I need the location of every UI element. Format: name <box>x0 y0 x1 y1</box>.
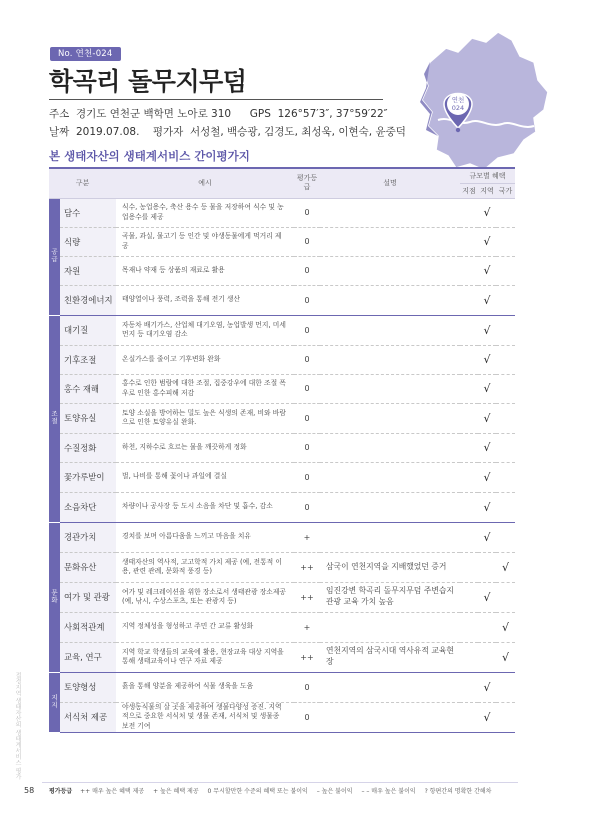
evaluation-table <box>49 167 515 733</box>
address-line <box>49 106 388 121</box>
check-national <box>496 285 515 315</box>
check-local <box>460 642 478 672</box>
table-row <box>49 285 515 315</box>
check-national <box>496 374 515 403</box>
service-name: 토양유실 <box>60 403 116 433</box>
check-national: √ <box>496 642 515 672</box>
service-description <box>320 702 460 732</box>
header-national: 국가 <box>496 183 515 198</box>
check-national <box>496 462 515 492</box>
service-description <box>320 522 460 552</box>
table-row <box>49 552 515 582</box>
header-regional: 지역 <box>478 183 496 198</box>
date-value: 2019.07.08. <box>75 126 140 138</box>
check-regional: √ <box>478 256 496 285</box>
check-national <box>496 403 515 433</box>
category-group-text: 지지 <box>50 693 58 709</box>
check-local <box>460 462 478 492</box>
service-description <box>320 612 460 642</box>
check-regional: √ <box>478 522 496 552</box>
service-description <box>320 256 460 285</box>
footer-divider <box>42 782 518 783</box>
service-description <box>320 315 460 345</box>
service-name: 홍수 재해 <box>60 374 116 403</box>
service-description <box>320 672 460 702</box>
check-national <box>496 256 515 285</box>
check-regional: √ <box>478 227 496 256</box>
table-row <box>49 702 515 732</box>
check-regional: √ <box>478 198 496 227</box>
table-row <box>49 642 515 672</box>
service-example: 자동차 배기가스, 산업체 대기오염, 농업발생 먼지, 미세먼지 등 대기오염 감소 <box>116 315 294 345</box>
service-example: 차량이나 공사장 등 도시 소음을 차단 및 흡수, 감소 <box>116 492 294 522</box>
grade-value: 0 <box>294 198 320 227</box>
site-number-badge: No. 연천-024 <box>50 47 121 61</box>
title-divider <box>49 99 383 100</box>
check-local <box>460 433 478 462</box>
service-description: 삼국이 연천지역을 지배했었던 증거 <box>320 552 460 582</box>
grade-value: 0 <box>294 433 320 462</box>
check-national <box>496 582 515 612</box>
check-regional: √ <box>478 374 496 403</box>
check-national <box>496 345 515 374</box>
address-label: 주소 <box>49 108 70 120</box>
table-row <box>49 522 515 552</box>
service-name: 담수 <box>60 198 116 227</box>
check-national <box>496 522 515 552</box>
check-regional: √ <box>478 492 496 522</box>
check-local <box>460 672 478 702</box>
check-national <box>496 433 515 462</box>
grade-value: 0 <box>294 227 320 256</box>
evaluators-label: 평가자 <box>152 126 184 138</box>
service-example: 하천, 지하수로 흐르는 물을 깨끗하게 정화 <box>116 433 294 462</box>
date-label: 날짜 <box>49 126 70 138</box>
check-regional: √ <box>478 433 496 462</box>
table-row <box>49 582 515 612</box>
table-row <box>49 492 515 522</box>
check-local <box>460 374 478 403</box>
service-description <box>320 374 460 403</box>
check-local <box>460 256 478 285</box>
check-regional <box>478 552 496 582</box>
service-name: 소음차단 <box>60 492 116 522</box>
service-name: 친환경에너지 <box>60 285 116 315</box>
header-example: 예시 <box>116 168 294 198</box>
legend-label: 평가등급 <box>49 788 73 795</box>
grade-legend <box>49 786 498 795</box>
service-name: 기후조절 <box>60 345 116 374</box>
grade-value: 0 <box>294 462 320 492</box>
table-row <box>49 403 515 433</box>
grade-value: 0 <box>294 256 320 285</box>
check-national: √ <box>496 612 515 642</box>
category-group-label <box>49 672 60 732</box>
service-description <box>320 403 460 433</box>
marker-label-bottom: 024 <box>451 104 465 112</box>
service-name: 서식처 제공 <box>60 702 116 732</box>
legend-item: – 높은 불이익 <box>316 788 353 795</box>
check-local <box>460 552 478 582</box>
category-group-text: 조절 <box>50 410 58 425</box>
check-local <box>460 492 478 522</box>
table-row <box>49 198 515 227</box>
service-example: 야생동식물의 살 곳을 제공하여 생물다양성 증진. 지역적으로 중요한 서식처 및 생물 존재, 서식처 및 생물종 보전 기여 <box>116 702 294 732</box>
location-map <box>398 18 558 178</box>
check-local <box>460 522 478 552</box>
grade-value: 0 <box>294 403 320 433</box>
grade-value: ++ <box>294 552 320 582</box>
service-description <box>320 285 460 315</box>
check-local <box>460 403 478 433</box>
service-example: 벌, 나비를 통해 꽃이나 과일에 결실 <box>116 462 294 492</box>
legend-item: – – 매우 높은 불이익 <box>361 788 416 795</box>
table-row <box>49 462 515 492</box>
service-name: 문화유산 <box>60 552 116 582</box>
service-example: 목재나 약재 등 상품의 재료로 활용 <box>116 256 294 285</box>
service-description <box>320 462 460 492</box>
marker-label-top: 연천 <box>451 96 465 104</box>
grade-value: 0 <box>294 492 320 522</box>
legend-item: 0 무시할만한 수준의 혜택 또는 불이익 <box>207 788 308 795</box>
table-row <box>49 672 515 702</box>
check-national <box>496 672 515 702</box>
header-grade: 평가등급 <box>294 168 320 198</box>
check-local <box>460 227 478 256</box>
gps-label: GPS <box>249 108 271 120</box>
header-local: 지점 <box>460 183 478 198</box>
service-name: 자원 <box>60 256 116 285</box>
header-scale: 규모별 혜택 <box>460 168 515 183</box>
header-description: 설명 <box>320 168 460 198</box>
service-name: 식량 <box>60 227 116 256</box>
check-regional: √ <box>478 345 496 374</box>
table-row <box>49 345 515 374</box>
header-category: 구분 <box>49 168 116 198</box>
service-example: 지역 정체성을 형성하고 주민 간 교류 활성화 <box>116 612 294 642</box>
check-national <box>496 492 515 522</box>
service-name: 대기질 <box>60 315 116 345</box>
service-description <box>320 345 460 374</box>
service-example: 흙을 통해 양분을 제공하여 식물 생육을 도움 <box>116 672 294 702</box>
check-regional: √ <box>478 285 496 315</box>
table-row <box>49 374 515 403</box>
category-group-text: 문화 <box>50 588 58 604</box>
check-regional: √ <box>478 315 496 345</box>
date-line <box>49 124 406 139</box>
region-shape <box>422 32 548 170</box>
service-description <box>320 492 460 522</box>
check-local <box>460 702 478 732</box>
check-regional <box>478 642 496 672</box>
check-national <box>496 198 515 227</box>
service-example: 여가 및 레크레이션을 위한 장소로서 생태관광 장소제공 (예, 낚시, 수상스포츠, 또는 관광지 등) <box>116 582 294 612</box>
address-value: 경기도 연천군 백학면 노아로 310 <box>75 108 232 120</box>
check-local <box>460 345 478 374</box>
grade-value: ++ <box>294 582 320 612</box>
check-regional: √ <box>478 403 496 433</box>
check-national <box>496 702 515 732</box>
service-description <box>320 433 460 462</box>
page-title: 학곡리 돌무지무덤 <box>49 67 247 96</box>
service-name: 경관가치 <box>60 522 116 552</box>
service-description: 임진강변 학곡리 돌무지무덤 주변습지 관광 교육 가치 높음 <box>320 582 460 612</box>
check-regional: √ <box>478 582 496 612</box>
service-description <box>320 198 460 227</box>
category-group-label <box>49 198 60 315</box>
side-running-text: 접경지역 생태자산의 생태계서비스 평가 <box>14 672 21 780</box>
grade-value: 0 <box>294 374 320 403</box>
grade-value: + <box>294 612 320 642</box>
service-example: 온실가스를 줄이고 기후변화 완화 <box>116 345 294 374</box>
evaluators-value: 서성철, 백승광, 김경도, 최성욱, 이현숙, 윤중덕 <box>189 126 406 138</box>
service-name: 꽃가루받이 <box>60 462 116 492</box>
check-local <box>460 315 478 345</box>
check-local <box>460 612 478 642</box>
check-local <box>460 582 478 612</box>
grade-value: + <box>294 522 320 552</box>
check-local <box>460 285 478 315</box>
category-group-label <box>49 315 60 522</box>
table-row <box>49 612 515 642</box>
service-name: 토양형성 <box>60 672 116 702</box>
grade-value: 0 <box>294 345 320 374</box>
check-local <box>460 198 478 227</box>
table-row <box>49 256 515 285</box>
section-title: 본 생태자산의 생태계서비스 간이평가지 <box>49 149 250 163</box>
check-regional: √ <box>478 462 496 492</box>
table-body <box>49 198 515 732</box>
service-example: 태양열이나 풍력, 조력을 통해 전기 생산 <box>116 285 294 315</box>
service-name: 교육, 연구 <box>60 642 116 672</box>
service-example: 식수, 농업용수, 축산 용수 등 물을 저장하여 식수 및 농업용수를 제공 <box>116 198 294 227</box>
table-row <box>49 227 515 256</box>
grade-value: 0 <box>294 672 320 702</box>
page-number: 58 <box>24 786 35 795</box>
check-regional: √ <box>478 672 496 702</box>
category-group-label <box>49 522 60 672</box>
service-name: 여가 및 관광 <box>60 582 116 612</box>
service-description <box>320 227 460 256</box>
check-national <box>496 315 515 345</box>
grade-value: 0 <box>294 702 320 732</box>
service-example: 토양 소실을 방어하는 밀도 높은 식생의 존재, 비와 바람으로 인한 토양유실 완화. <box>116 403 294 433</box>
check-national: √ <box>496 552 515 582</box>
service-example: 경치를 보며 아름다움을 느끼고 마음을 치유 <box>116 522 294 552</box>
legend-item: ++ 매우 높은 혜택 제공 <box>80 788 145 795</box>
service-example: 곡물, 과실, 물고기 등 인간 및 야생동물에게 먹거리 제공 <box>116 227 294 256</box>
service-name: 수질정화 <box>60 433 116 462</box>
grade-value: 0 <box>294 285 320 315</box>
legend-item: + 높은 혜택 제공 <box>153 788 199 795</box>
service-example: 지역 학교 학생들의 교육에 활용, 현장교육 대상 지역을 통해 생태교육이나 연구 자료 제공 <box>116 642 294 672</box>
category-group-text: 공급 <box>50 248 58 263</box>
check-national <box>496 227 515 256</box>
grade-value: 0 <box>294 315 320 345</box>
table-row <box>49 315 515 345</box>
legend-item: ? 항편간의 명확한 간해차 <box>424 788 492 795</box>
gps-value: 126°57′3″, 37°59′22″ <box>277 108 388 120</box>
service-description: 연천지역의 삼국시대 역사유적 교육현장 <box>320 642 460 672</box>
grade-value: ++ <box>294 642 320 672</box>
check-regional: √ <box>478 702 496 732</box>
check-regional <box>478 612 496 642</box>
table-row <box>49 433 515 462</box>
service-name: 사회적관계 <box>60 612 116 642</box>
service-example: 생태자산의 역사적, 고고학적 가치 제공 (예, 전통적 이용, 관련 관례, 문화적 풍경 등) <box>116 552 294 582</box>
service-example: 홍수로 인한 범람에 대한 조절, 집중강우에 대한 조절 폭우로 인한 홍수피해 저감 <box>116 374 294 403</box>
